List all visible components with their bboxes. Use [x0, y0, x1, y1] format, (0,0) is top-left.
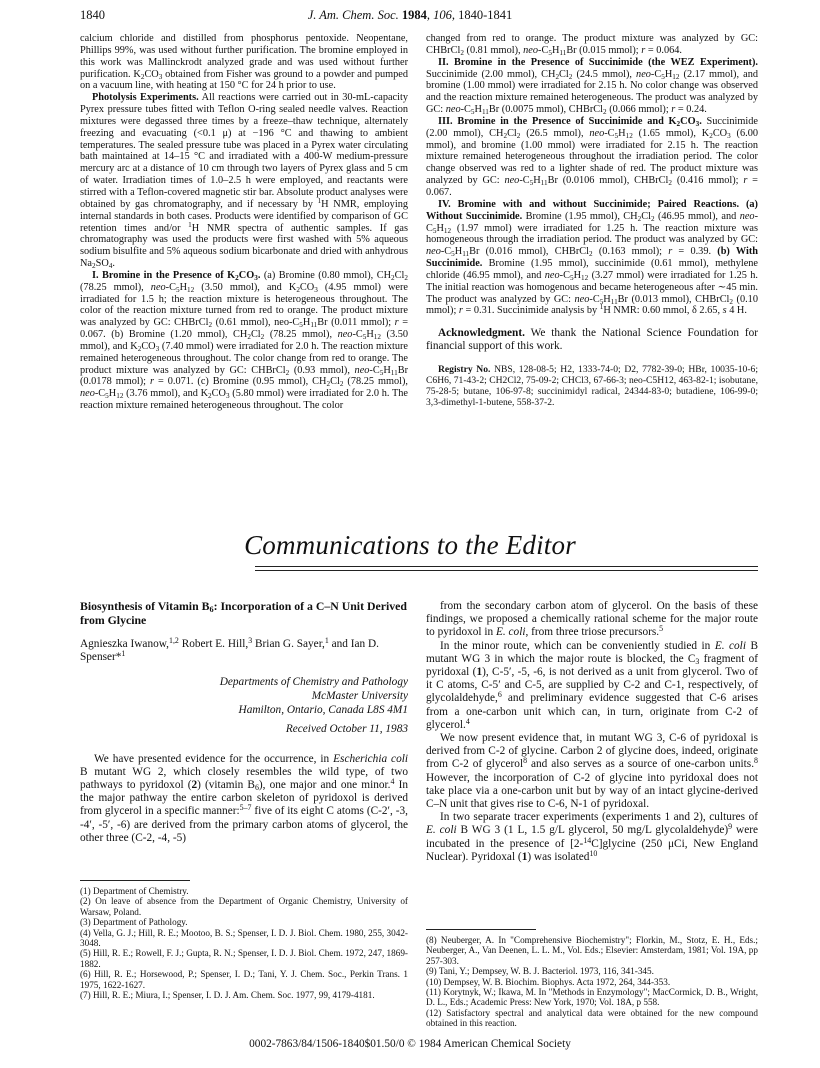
article-title: Biosynthesis of Vitamin $B_6$: Incorporation of a C–N Unit Derived from Glycine [80, 599, 407, 627]
section-rule-top [255, 566, 758, 567]
body-paragraph: I. Bromine in the Presence of $K_2CO_3$. (a) Bromine (0.80 mmol), $CH_2Cl_2$ (78.25 mmol), neo-$C_5H_{12}$ (3.50 mmol), and $K_2CO_3$ (4.95 mmol) were irradiated for 1.5 h; the reaction mixture is heterogeneous throughout. The color of the reaction mixture turned from red to orange. The product mixture was analyzed by GC: CHBrCl$_2$ (0.61 mmol), neo-$C_5H_{11}Br$ (0.011 mmol); r = 0.067. (b) Bromine (1.20 mmol), $CH_2Cl_2$ (78.25 mmol), neo-$C_5H_{12}$ (3.50 mmol), and $K_2CO_3$ (7.40 mmol) were irradiated for 2.0 h. The reaction mixture remained heterogeneous throughout. The color change from red to orange. The product mixture was analyzed by GC: CHBrCl$_2$ (0.93 mmol), neo-$C_5H_{11}Br$ (0.0178 mmol); r = 0.071. (c) Bromine (0.95 mmol), $CH_2Cl_2$ (78.25 mmol), neo-$C_5H_{12}$ (3.76 mmol), and $K_2CO_3$ (5.80 mmol) were irradiated for 2.0 h. The reaction mixture remained heterogeneous throughout. The color [80, 269, 409, 412]
body-paragraph: In two separate tracer experiments (experiments 1 and 2), cultures of E. coli B WG 3 (1 L, 1.5 g/L glycerol, 50 mg/L glycolaldehyde)$^9$ were incubated in the presence of [2-$^{14}$C]glycine (250 μCi, New England Nuclear). Pyridoxal (1) was isolated$^{10}$ [426, 811, 758, 863]
body-paragraph: IV. Bromine with and without Succinimide; Paired Reactions. (a) Without Succinimide. Bromine (1.95 mmol), $CH_2Cl_2$ (46.95 mmol), and neo-$C_5H_{12}$ (1.97 mmol) were irradiated for 1.25 h. The reaction mixture was homogeneous through the irradiation period. The product was analyzed by GC: neo-$C_5H_{11}Br$ (0.016 mmol), CHBrCl$_2$ (0.163 mmol); r = 0.39. (b) With Succinimide. Bromine (1.95 mmol), succinimide (0.61 mmol), methylene chloride (46.95 mmol), and neo-$C_5H_{12}$ (3.27 mmol) were irradiated for 1.25 h. The initial reaction was homogenous and became heterogeneous after ∼45 min. The product was analyzed by GC: neo-$C_5H_{11}Br$ (0.013 mmol), CHBrCl$_2$ (0.10 mmol); r = 0.31. Succinimide analysis by $^1$H NMR: 0.60 mmol, δ 2.65, s 4 H. [426, 198, 759, 317]
copyright-footer: 0002-7863/84/1506-1840$01.50/0 © 1984 American Chemical Society [249, 1038, 571, 1050]
section-title: Communications to the Editor [244, 530, 576, 560]
footnotes-right [426, 935, 758, 1029]
acknowledgment-text: We thank the National Science Foundation for financial support of this work. [426, 327, 759, 353]
footnote: (3) Department of Pathology. [80, 917, 188, 928]
experimental-left-column [80, 33, 408, 412]
section-rule-bottom [255, 570, 758, 571]
article-right-column [426, 600, 758, 864]
body-paragraph: We now present evidence that, in mutant WG 3, C-6 of pyridoxal is derived from C-2 of glycine. Carbon 2 of glycine does, indeed, originate from C-2 of glycerol$^8$ and also serves as a source of one-carbon units.$^8$ However, the incorporation of C-2 of glycine into pyridoxal does not take place via a one-carbon unit but by way of an intact glycine-derived C–N unit that gives rise to C-6, N-1 of pyridoxal. [426, 732, 758, 811]
footnote: (12) Satisfactory spectral and analytical data were obtained for the new compound obtained in this reaction. [426, 1007, 758, 1029]
footnote: (9) Tani, Y.; Dempsey, W. B. J. Bacteriol. 1973, 116, 341-345. [426, 966, 654, 977]
footnote-rule-left [80, 880, 190, 881]
body-paragraph: We have presented evidence for the occurrence, in Escherichia coli B mutant WG 2, which closely resembles the wild type, of two pathways to pyridoxol (2) (vitamin $B_6$), one major and one minor.$^4$ In the major pathway the entire carbon skeleton of pyridoxol is derived from glycerol in a specific manner:$^{5-7}$ five of its eight C atoms (C-2′, -3, -4′, -5′, -6) are derived from the primary carbon atoms of glycerol, the other three (C-2, -4, -5) [80, 752, 408, 844]
footnote: (2) On leave of absence from the Department of Organic Chemistry, University of Warsaw, Poland. [80, 896, 408, 917]
footnote: (6) Hill, R. E.; Horsewood, P.; Spenser, I. D.; Tani, Y. J. Chem. Soc., Perkin Trans. 1 1975, 1622-1627. [80, 969, 408, 990]
acknowledgment-label: Acknowledgment. [438, 327, 525, 340]
footnote: (8) Neuberger, A. In "Comprehensive Biochemistry"; Florkin, M., Stotz, E. H., Eds.; Neuberger, A., Van Deenen, L. L. M., Vol. Eds.; Elsevier: Amsterdam, 1981; Vol. 19A, pp 257-303. [426, 935, 758, 966]
footnote: (1) Department of Chemistry. [80, 886, 189, 896]
footnote-rule-right [426, 929, 536, 930]
affiliation-departments: Departments of Chemistry and Pathology [219, 676, 408, 689]
footnote: (7) Hill, R. E.; Miura, I.; Spenser, I. D. J. Am. Chem. Soc. 1977, 99, 4179-4181. [80, 990, 375, 1001]
experimental-right-column [426, 33, 758, 408]
journal-pages: 1840-1841 [458, 8, 513, 22]
body-paragraph: In the minor route, which can be conveniently studied in E. coli B mutant WG 3 in which the major route is blocked, the $C_3$ fragment of pyridoxal (1), C-5′, -5, -6, is not derived as a unit from glycerol. Two of it C atoms, C-5′ and C-5, are supplied by C-2 and C-1, respectively, of glycolaldehyde,$^6$ and preliminary evidence suggested that C-6 arises from a one-carbon unit which can, in turn, originate from C-2 of glycerol.$^4$ [426, 639, 758, 731]
journal-name: J. Am. Chem. Soc. [307, 8, 399, 22]
registry-label: Registry No. [438, 363, 491, 375]
acknowledgment [426, 327, 758, 353]
body-paragraph: II. Bromine in the Presence of Succinimide (the WEZ Experiment). Succinimide (2.00 mmol), $CH_2Cl_2$ (24.5 mmol), neo-$C_5H_{12}$ (2.17 mmol), and bromine (1.00 mmol) were irradiated for 2.15 h. No color change was observed and the reaction mixture remained heterogeneous. The product was analyzed by GC: neo-$C_5H_{11}Br$ (0.0075 mmol), CHBrCl$_2$ (0.066 mmol); r = 0.24. [426, 56, 758, 117]
article-authors: Agnieszka Iwanow,$^{1,2}$ Robert E. Hill,$^3$ Brian G. Sayer,$^1$ and Ian D. Spenser*$^1$ [80, 636, 379, 664]
footnotes-left [80, 886, 408, 1000]
article-left-column [80, 600, 408, 845]
journal-volume: 106, [433, 8, 456, 22]
footnote: (5) Hill, R. E.; Rowell, F. J.; Gupta, R. N.; Spenser, I. D. J. Biol. Chem. 1972, 247, 1869-1882. [80, 948, 408, 969]
footnote: (10) Dempsey, W. B. Biochim. Biophys. Acta 1972, 264, 344-353. [426, 976, 671, 987]
journal-year: 1984 [401, 8, 427, 22]
registry-text: NBS, 128-08-5; H2, 1333-74-0; D2, 7782-39-0; HBr, 10035-10-6; C6H6, 71-43-2; CH2Cl2, 75-09-2; CHCl3, 67-66-3; neo-C5H12, 463-82-1; isobutane, 75-28-5; butane, 106-97-8; succinimidyl radical, 24344-83-0; butadiene, 106-99-0; 3,3-dimethyl-1-butene, 558-37-2. [426, 363, 758, 408]
journal-citation: J. Am. Chem. Soc. 1984, 106, 1840-1841 [307, 8, 513, 22]
registry-numbers [426, 364, 758, 408]
body-paragraph: from the secondary carbon atom of glycerol. On the basis of these findings, we proposed a chemically rational scheme for the major route to pyridoxol in E. coli, from three triose precursors.$^5$ [426, 600, 758, 639]
footnote: (11) Korytnyk, W.; Ikawa, M. In "Methods in Enzymology"; MacCormick, D. B., Wright, D. L., Eds.; Academic Press: New York, 1970; Vol. 18A, p 558. [426, 987, 758, 1008]
footnote: (4) Vella, G. J.; Hill, R. E.; Mootoo, B. S.; Spenser, I. D. J. Biol. Chem. 1980, 255, 3042-3048. [80, 927, 408, 949]
body-paragraph: Photolysis Experiments. All reactions were carried out in 30-mL-capacity Pyrex pressure tubes fitted with Teflon O-ring sealed needle valves. Reaction mixtures were degassed three times by a freeze–thaw technique, alternately freezing and evacuating (<0.1 μ) at −196 °C and thawing to ambient temperatures. The sealed pressure tube was placed in a Pyrex water circulating bath maintained at 14–15 °C and irradiated with a 400-W medium-pressure mercury arc at a distance of 10 cm through two layers of Pyrex glass and 5 cm of water. Irradiation times of 1.0–2.5 h were employed, and reactants were stirred with a Teflon-covered magnetic stir bar. Absolute product analyses were obtained by gas chromatography, and if necessary by $^1$H NMR, employing internal standards in both cases. Products were identified by comparison of GC retention times and/or $^1$H NMR spectra of authentic samples. If gas chromatography was used the products were first washed with 5% aqueous sodium bisulfite and 5% aqueous sodium bicarbonate and dried with anhydrous $Na_2SO_4$. [80, 92, 408, 271]
body-paragraph: changed from red to orange. The product mixture was analyzed by GC: CHBrCl$_2$ (0.81 mmol), neo-$C_5H_{11}Br$ (0.015 mmol); r = 0.064. [426, 33, 758, 57]
body-paragraph: III. Bromine in the Presence of Succinimide and $K_2CO_3$. Succinimide (2.00 mmol), $CH_2Cl_2$ (26.5 mmol), neo-$C_5H_{12}$ (1.65 mmol), $K_2CO_3$ (6.00 mmol), and bromine (1.00 mmol) were irradiated for 2.15 h. The reaction mixture remained heterogeneous throughout the irradiation period. The color change observed was red to a lighter shade of red. The product mixture was analyzed by GC: neo-$C_5H_{11}Br$ (0.0106 mmol), CHBrCl$_2$ (0.416 mmol); r = 0.067. [426, 115, 759, 198]
affiliation-university: McMaster University [311, 690, 408, 703]
affiliation-address: Hamilton, Ontario, Canada L8S 4M1 [238, 704, 408, 717]
page-number: 1840 [80, 8, 105, 22]
body-paragraph: calcium chloride and distilled from phosphorus pentoxide. Neopentane, Phillips 99%, was used without further purification. The bromine employed in this work was Mallinckrodt analyzed grade and was used without further purification. $K_2CO_3$ obtained from Fisher was ground to a powder and pumped on a vacuum line, with heating at 150 °C for 24 h prior to use. [80, 33, 408, 92]
received-date: Received October 11, 1983 [285, 723, 408, 736]
